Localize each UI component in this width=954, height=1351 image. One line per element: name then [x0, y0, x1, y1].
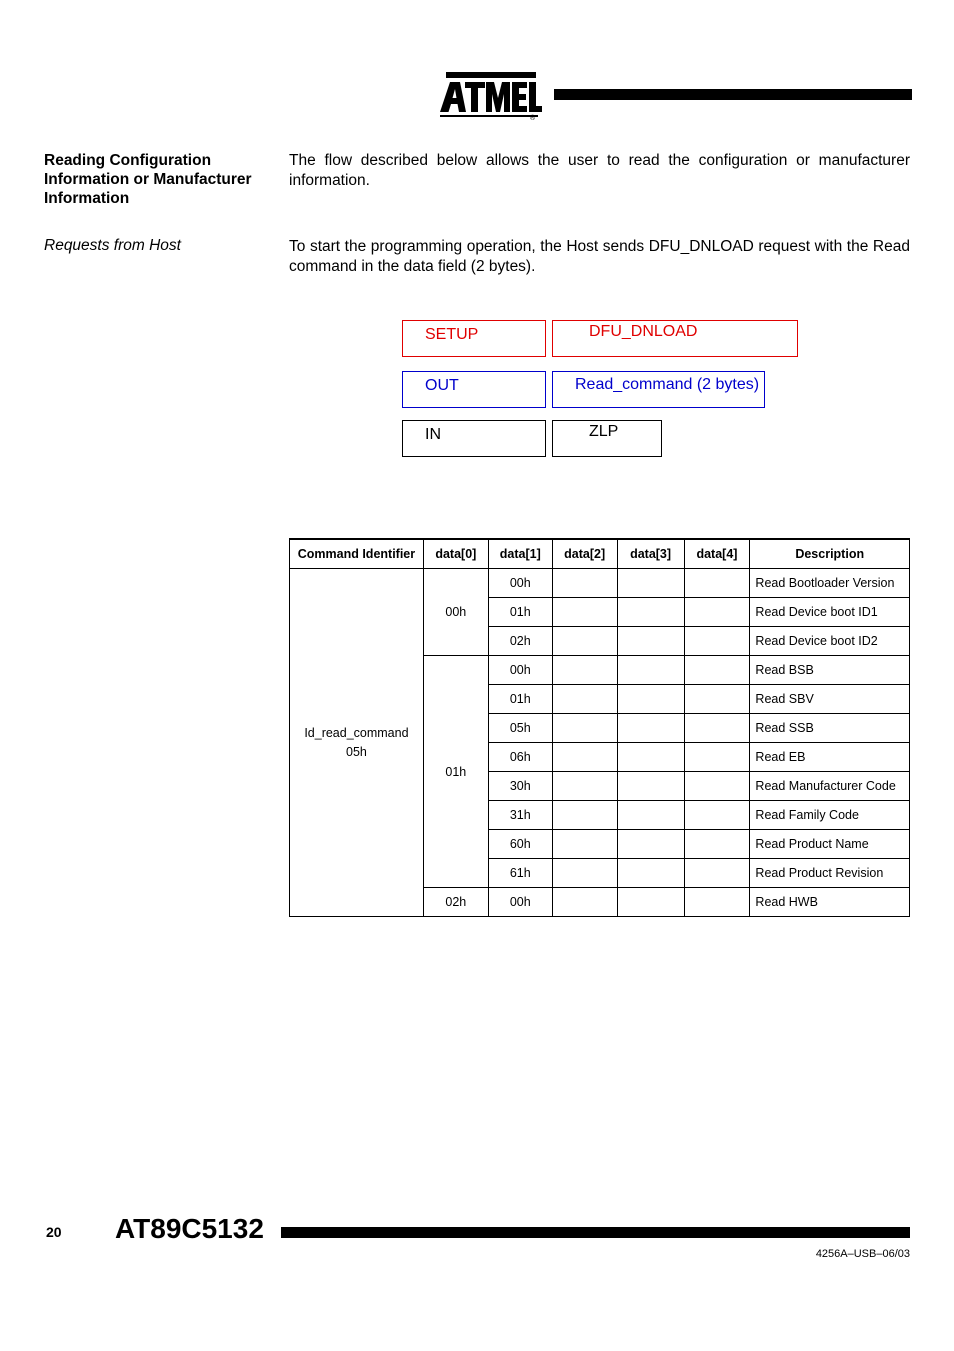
data0-cell: 00h [423, 569, 488, 656]
data4-cell [684, 569, 750, 598]
data2-cell [552, 685, 617, 714]
header-cell: Command Identifier [290, 539, 424, 569]
data3-cell [617, 627, 684, 656]
dfu-dnload-box [552, 320, 798, 357]
header-cell: data[2] [552, 539, 617, 569]
description-cell: Read Manufacturer Code [750, 772, 910, 801]
data2-cell [552, 569, 617, 598]
zlp-box [552, 420, 662, 457]
command-identifier-cell [290, 569, 424, 917]
data1-cell: 31h [488, 801, 552, 830]
data4-cell [684, 714, 750, 743]
data2-cell [552, 859, 617, 888]
description-cell: Read Product Name [750, 830, 910, 859]
description-cell: Read SSB [750, 714, 910, 743]
data1-cell: 06h [488, 743, 552, 772]
data3-cell [617, 714, 684, 743]
description-cell: Read Device boot ID1 [750, 598, 910, 627]
subsection-body: To start the programming operation, the Host sends DFU_DNLOAD request with the Read command in the data field (2 bytes). [289, 238, 910, 275]
data1-cell: 01h [488, 598, 552, 627]
data3-cell [617, 743, 684, 772]
data4-cell [684, 743, 750, 772]
header-cell: data[0] [423, 539, 488, 569]
data1-cell: 01h [488, 685, 552, 714]
description-cell: Read Device boot ID2 [750, 627, 910, 656]
data4-cell [684, 801, 750, 830]
data2-cell [552, 598, 617, 627]
data3-cell [617, 888, 684, 917]
description-cell: Read BSB [750, 656, 910, 685]
data4-cell [684, 830, 750, 859]
read-command-table [289, 538, 910, 917]
data2-cell [552, 627, 617, 656]
header-rule [554, 89, 912, 100]
header-cell: data[3] [617, 539, 684, 569]
data3-cell [617, 772, 684, 801]
svg-text:®: ® [530, 115, 536, 120]
data0-cell: 02h [423, 888, 488, 917]
in-token-box [402, 420, 546, 457]
subsection-title: Requests from Host [44, 237, 181, 254]
data2-cell [552, 714, 617, 743]
header-cell: Description [750, 539, 910, 569]
description-cell: Read Bootloader Version [750, 569, 910, 598]
data4-cell [684, 772, 750, 801]
data2-cell [552, 888, 617, 917]
header-cell: data[4] [684, 539, 750, 569]
data1-cell: 00h [488, 656, 552, 685]
description-cell: Read Product Revision [750, 859, 910, 888]
data4-cell [684, 888, 750, 917]
command-code: 05h [346, 744, 367, 759]
description-cell: Read EB [750, 743, 910, 772]
data2-cell [552, 801, 617, 830]
out-token-box [402, 371, 546, 408]
description-cell: Read HWB [750, 888, 910, 917]
command-identifier: Id_read_command [304, 725, 409, 740]
data3-cell [617, 685, 684, 714]
section-body: The flow described below allows the user to read the configuration or manufacturer information. [289, 152, 910, 189]
data3-cell [617, 598, 684, 627]
data4-cell [684, 656, 750, 685]
document-reference: 4256A–USB–06/03 [815, 1248, 910, 1260]
data2-cell [552, 772, 617, 801]
data1-cell: 30h [488, 772, 552, 801]
in-token-label: IN [425, 426, 441, 443]
data2-cell [552, 743, 617, 772]
product-name: AT89C5132 [115, 1213, 264, 1244]
data3-cell [617, 830, 684, 859]
data1-cell: 00h [488, 888, 552, 917]
header-cell: data[1] [488, 539, 552, 569]
description-cell: Read SBV [750, 685, 910, 714]
read-command-box [552, 371, 765, 408]
data1-cell: 02h [488, 627, 552, 656]
data1-cell: 61h [488, 859, 552, 888]
data3-cell [617, 569, 684, 598]
out-token-label: OUT [425, 377, 459, 394]
table-row [290, 569, 910, 598]
data1-cell: 60h [488, 830, 552, 859]
zlp-label: ZLP [589, 423, 619, 440]
section-title: Reading Configuration Information or Manufacturer Information [44, 152, 252, 207]
footer-rule [281, 1227, 910, 1238]
data4-cell [684, 598, 750, 627]
data2-cell [552, 830, 617, 859]
atmel-logo [438, 68, 542, 120]
table-header-row [290, 539, 910, 569]
page-number: 20 [46, 1224, 62, 1240]
data2-cell [552, 656, 617, 685]
setup-token-box [402, 320, 546, 357]
data1-cell: 00h [488, 569, 552, 598]
data4-cell [684, 627, 750, 656]
data4-cell [684, 685, 750, 714]
dfu-dnload-label: DFU_DNLOAD [589, 323, 698, 340]
read-command-label: Read_command (2 bytes) [575, 376, 760, 393]
data4-cell [684, 859, 750, 888]
description-cell: Read Family Code [750, 801, 910, 830]
data3-cell [617, 801, 684, 830]
data3-cell [617, 859, 684, 888]
data0-cell: 01h [423, 656, 488, 888]
data3-cell [617, 656, 684, 685]
data1-cell: 05h [488, 714, 552, 743]
setup-token-label: SETUP [425, 326, 479, 343]
